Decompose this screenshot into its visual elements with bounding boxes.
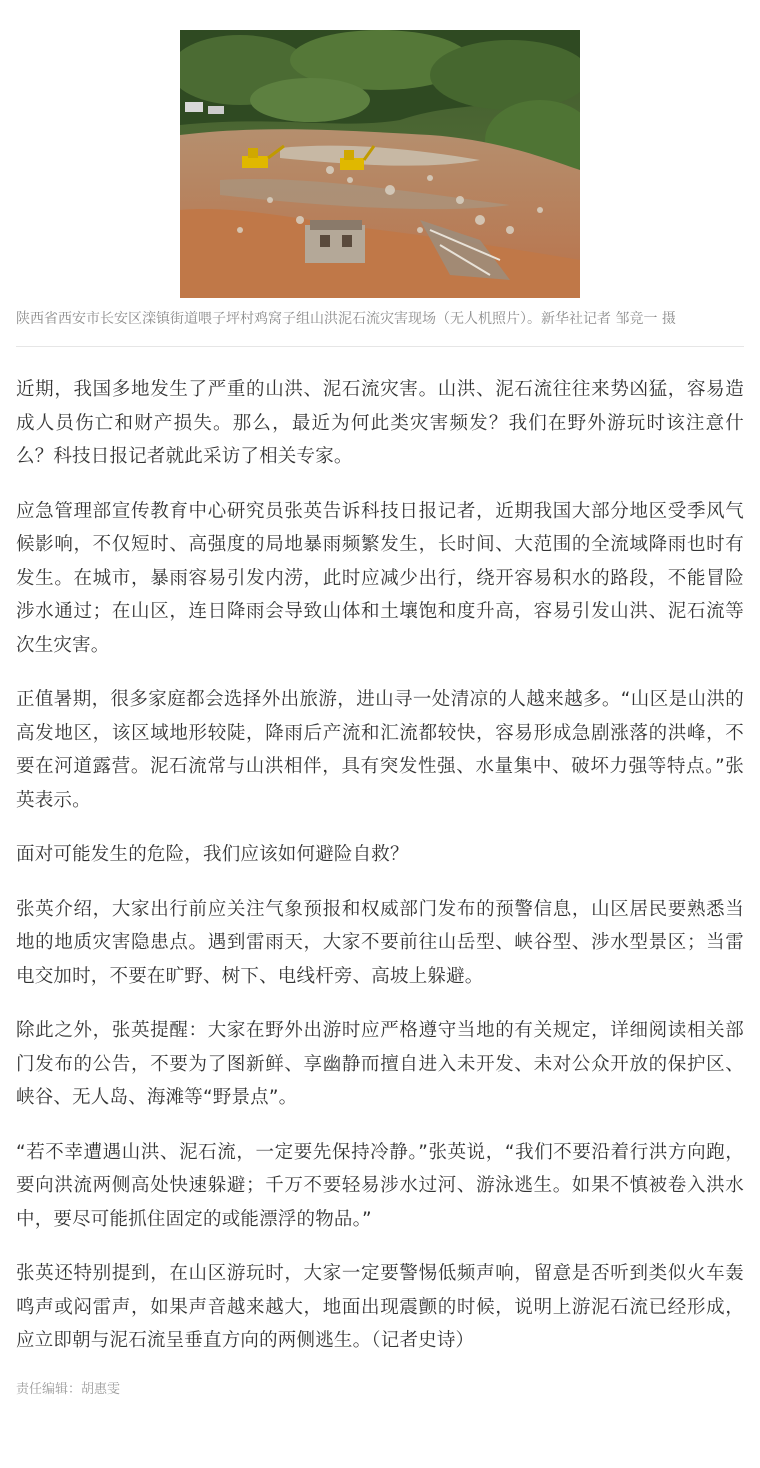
editor-credit: 责任编辑：胡惠雯 bbox=[16, 1381, 121, 1397]
paragraph-6: 除此之外，张英提醒：大家在野外出游时应严格遵守当地的有关规定，详细阅读相关部门发布的公告，不要为了图新鲜、享幽静而擅自进入未开发、未对公众开放的保护区、峡谷、无人岛、海滩等“野景点”。 bbox=[16, 1020, 744, 1108]
paragraph-1: 近期，我国多地发生了严重的山洪、泥石流灾害。山洪、泥石流往往来势凶猛，容易造成人员伤亡和财产损失。那么，最近为何此类灾害频发？我们在野外游玩时该注意什么？科技日报记者就此采访了相关专家。 bbox=[16, 379, 744, 467]
paragraph-8: 张英还特别提到，在山区游玩时，大家一定要警惕低频声响，留意是否听到类似火车轰鸣声或闷雷声，如果声音越来越大，地面出现震颤的时候，说明上游泥石流已经形成，应立即朝与泥石流呈垂直方向的两侧逃生。（记者史诗） bbox=[16, 1263, 744, 1351]
paragraph-4: 面对可能发生的危险，我们应该如何避险自救？ bbox=[16, 844, 409, 865]
article bbox=[16, 0, 744, 1400]
paragraph-5: 张英介绍，大家出行前应关注气象预报和权威部门发布的预警信息，山区居民要熟悉当地的地质灾害隐患点。遇到雷雨天，大家不要前往山岳型、峡谷型、涉水型景区；当雷电交加时，不要在旷野、树下、电线杆旁、高坡上躲避。 bbox=[16, 898, 744, 987]
paragraph-3: 正值暑期，很多家庭都会选择外出旅游，进山寻一处清凉的人越来越多。“山区是山洪的高发地区，该区域地形较陡，降雨后产流和汇流都较快，容易形成急剧涨落的洪峰，不要在河道露营。泥石流常与山洪相伴，具有突发性强、水量集中、破坏力强等特点。”张英表示。 bbox=[16, 689, 744, 811]
mudslide-photo bbox=[180, 30, 580, 298]
paragraph-7: “若不幸遭遇山洪、泥石流，一定要先保持冷静。”张英说，“我们不要沿着行洪方向跑，要向洪流两侧高处快速躲避；千万不要轻易涉水过河、游泳逃生。如果不慎被卷入洪水中，要尽可能抓住固定的或能漂浮的物品。” bbox=[16, 1141, 744, 1230]
divider bbox=[16, 346, 744, 347]
photo-container bbox=[16, 0, 744, 298]
photo-caption: 陕西省西安市长安区滦镇街道喂子坪村鸡窝子组山洪泥石流灾害现场（无人机照片）。新华社记者 邹竞一 摄 bbox=[16, 311, 676, 327]
paragraph-2: 应急管理部宣传教育中心研究员张英告诉科技日报记者，近期我国大部分地区受季风气候影响，不仅短时、高强度的局地暴雨频繁发生，长时间、大范围的全流域降雨也时有发生。在城市，暴雨容易引发内涝，此时应减少出行，绕开容易积水的路段，不能冒险涉水通过；在山区，连日降雨会导致山体和土壤饱和度升高，容易引发山洪、泥石流等次生灾害。 bbox=[16, 500, 744, 656]
